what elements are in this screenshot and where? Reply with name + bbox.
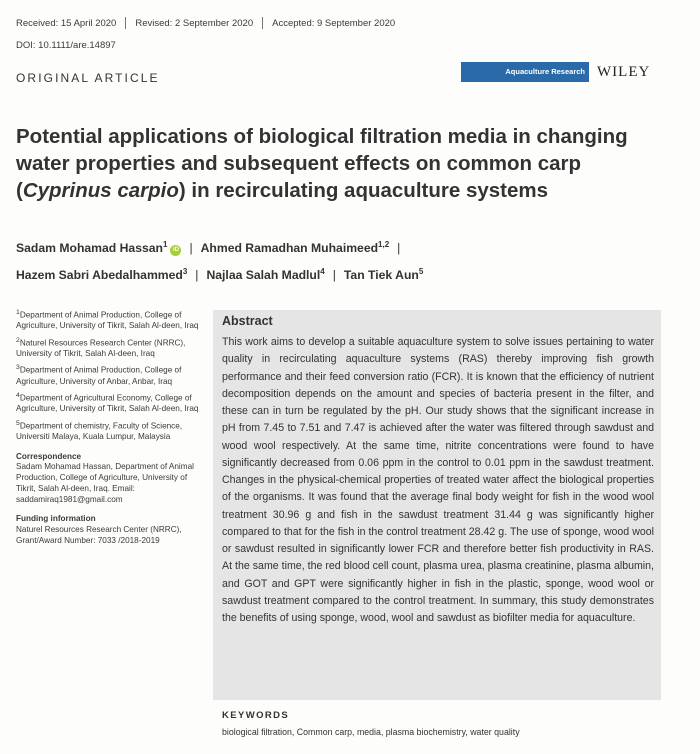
journal-logo [461, 62, 589, 82]
author-affiliation-marker: 1,2 [378, 240, 390, 249]
author [201, 241, 390, 255]
affiliation: $^2$Naturel Resources Research Center (NRRC), University of Tikrit, Salah Al-deen, Iraq [16, 336, 186, 359]
author-affiliation-marker: 3 [182, 267, 188, 277]
divider [125, 17, 126, 29]
title-species: Cyprinus carpio [22, 179, 179, 202]
article-type: ORIGINAL ARTICLE [16, 71, 160, 85]
journal-name: Aquaculture Research [505, 67, 585, 76]
affiliation: $^3$Department of Animal Production, College of Agriculture, University of Anbar, Anbar, Iraq [16, 364, 182, 386]
funding-heading: Funding information [16, 514, 96, 524]
affiliation: $^1$Department of Animal Production, College of Agriculture, University of Tikrit, Salah Al-deen, Iraq [16, 309, 199, 331]
received-date: Received: 15 April 2020 [16, 18, 117, 29]
publication-dates [16, 18, 395, 30]
author [206, 268, 324, 282]
accepted-date: Accepted: 9 September 2020 [272, 18, 396, 29]
keywords-heading: KEYWORDS [222, 710, 290, 721]
correspondence-heading: Correspondence [16, 451, 82, 461]
author-name: Sadam Mohamad Hassan [16, 241, 163, 256]
author-name: Najlaa Salah Madlul [206, 268, 321, 283]
correspondence-text: Sadam Mohamad Hassan, Department of Animal Production, College of Agriculture, University of Tikrit, Salah Al-deen, Iraq. Email: saddamiraq1981@gmail.com [16, 462, 194, 504]
doi: DOI: 10.1111/are.14897 [16, 40, 116, 51]
author-name: Ahmed Ramadhan Muhaimeed [200, 241, 379, 256]
revised-date: Revised: 2 September 2020 [135, 18, 254, 29]
author-affiliation-marker: 4 [320, 267, 325, 277]
author-list: Sadam Mohamad Hassan$^1$iD | Ahmed Ramadhan Muhaimeed$^{1,2}$ | Hazem Sabri Abedalhammed$^3$ | Najlaa Salah Madlul$^4$ | Tan Tiek Aun$^5$ [16, 240, 424, 283]
author-name: Hazem Sabri Abedalhammed [16, 268, 183, 283]
paper-title [16, 123, 676, 204]
affiliation: $^4$Department of Agricultural Economy, College of Agriculture, University of Tikrit, Salah Al-deen, Iraq [16, 391, 199, 414]
divider [262, 17, 263, 29]
author [344, 268, 423, 282]
publisher-logo: WILEY [597, 64, 651, 80]
abstract-heading: Abstract [222, 314, 273, 328]
author-affiliation-marker: 5 [418, 267, 424, 277]
title-part-1: Potential applications of biological filtration media in changing water properties and subsequent effects on common carp ( [16, 125, 628, 202]
funding-text: Naturel Resources Research Center (NRRC), Grant/Award Number: 7033 /2018-2019 [16, 524, 182, 545]
author [16, 241, 181, 255]
affiliation: $^5$Department of chemistry, Faculty of Science, Universiti Malaya, Kuala Lumpur, Malaysia [16, 419, 183, 441]
author [16, 268, 187, 282]
orcid-icon[interactable]: iD [170, 245, 181, 256]
title-part-2: ) in recirculating aquaculture systems [178, 179, 549, 202]
sidebar-notes [16, 308, 208, 546]
abstract-text: This work aims to develop a suitable aquaculture system to solve issues pertaining to water quality in recirculating aquaculture systems (RAS) thereby improving fish growth performance and their feed conversion ratio (FCR). It is known that the efficiency of nutrient decomposition depends on the amount and species of bacteria present in the filter, and these can in turn be regulated by the pH. Our study shows that the significant increase in pH from 7.45 to 7.51 and 7.47 is achieved after the water was filtered through sawdust and wood wool respectively. At the same time, nitrite concentrations were found to have significantly decreased from 0.06 ppm in the control to 0.01 ppm in the sawdust treatment. Changes in the physical-chemical properties of treated water affect the biological properties of the organisms. It was found that the average final body weight for fish in the wood wool treatment 30.96 g and fish in the sawdust treatment 31.44 g was significantly higher compared to that for the fish in the control treatment 28.42 g. The use of sponge, wood wool or sawdust resulted in significantly lower FCR and therefore better fish productivity in RAS. At the same time, the red blood cell count, plasma urea, plasma creatinine, plasma albumin, and GOT and GPT were significantly higher in fish in the plastic, sponge, wood wool or sawdust treatment compared to the control treatment. In summary, this study demonstrates the benefits of using sponge, wood, wool and sawdust as biofilter media for aquaculture. [222, 336, 654, 624]
author-affiliation-marker: 1 [162, 240, 168, 249]
author-name: Tan Tiek Aun [343, 268, 419, 283]
keywords-text: biological filtration, Common carp, media, plasma biochemistry, water quality [222, 727, 520, 737]
